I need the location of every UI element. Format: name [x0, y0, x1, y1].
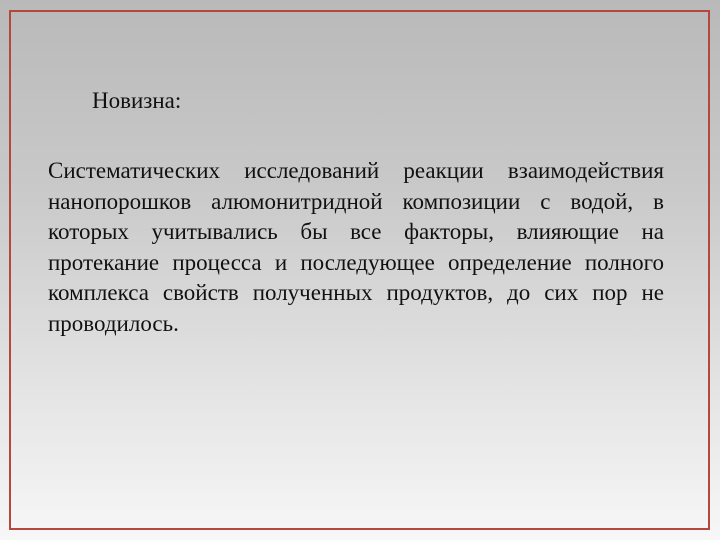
- slide-heading: Новизна:: [92, 88, 182, 113]
- slide-body-text: Систематических исследований реакции взаимодействия нанопорошков алюмонитридной композиции с водой, в которых учитывались бы все факторы, влияющие на протекание процесса и последующее определение полного комплекса свойств полученных продуктов, до сих пор не проводилось.: [48, 158, 664, 336]
